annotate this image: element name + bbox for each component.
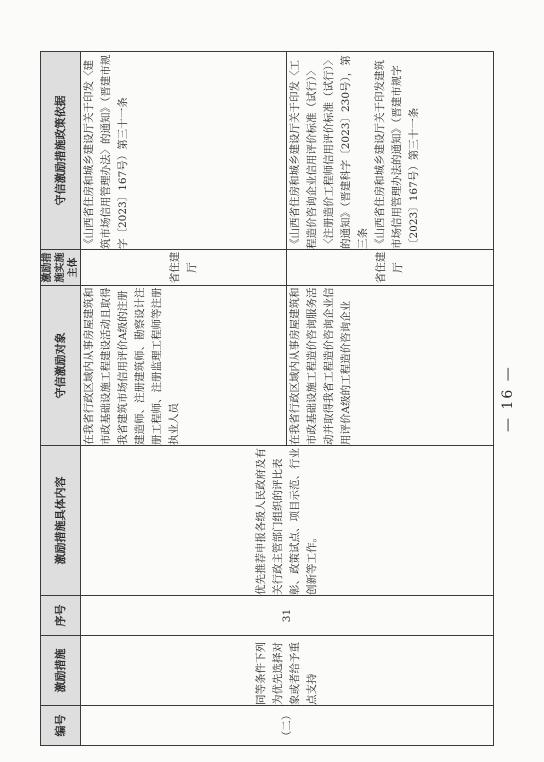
page-number: — 16 — xyxy=(500,365,516,432)
group-index: （二） xyxy=(81,706,494,746)
row-content: 优先推荐申报各级人民政府及有关行政主管部门组织的评比表彰、政策试点、项目示范、行业创新等工作。 xyxy=(81,446,494,596)
subject-cell: 省住建厅 xyxy=(287,250,494,286)
header-subject: 激励措施实施主体 xyxy=(41,250,81,286)
header-serial: 序号 xyxy=(41,596,81,636)
subject-cell: 省住建厅 xyxy=(81,250,287,286)
header-index: 编号 xyxy=(41,706,81,746)
header-basis: 守信激励措施政策依据 xyxy=(41,52,81,250)
basis-cell xyxy=(287,52,494,250)
header-row xyxy=(41,52,81,746)
header-target: 守信激励对象 xyxy=(41,286,81,446)
table-row xyxy=(81,52,287,746)
basis-cell xyxy=(81,52,287,250)
header-content: 激励措施具体内容 xyxy=(41,446,81,596)
basis-paragraph: 《山西省住房和城乡建设厅关于印发建筑市场信用管理办法的通知》（晋建市规字〔2023〕167号）第三十一条 xyxy=(374,60,420,249)
target-cell: 在我省行政区域内从事房屋建筑和市政基础设施工程造价咨询服务活动并取得我省工程造价咨询企业信用评价A级的工程造价咨询企业 xyxy=(287,286,494,446)
row-serial: 31 xyxy=(81,596,494,636)
incentive-table xyxy=(40,51,494,746)
basis-paragraph: 《山西省住房和城乡建设厅关于印发〈工程造价咨询企业信用评价标准（试行）〉〈注册造价工程师信用评价标准（试行）〉的通知》（晋建科字〔2023〕230号），第三条 xyxy=(289,54,369,249)
basis-paragraph: 《山西省住房和城乡建设厅关于印发〈建筑市场信用管理办法〉的通知》（晋建市规字〔2023〕167号）第三十一条 xyxy=(83,54,129,249)
target-cell: 在我省行政区域内从事房屋建筑和市政基础设施工程建设活动且取得我省建筑市场信用评价A级的注册建造师、注册建筑师、勘察设计注册工程师、注册监理工程师等注册执业人员 xyxy=(81,286,287,446)
header-measure: 激励措施 xyxy=(41,636,81,706)
group-measure: 同等条件下列为优先选择对象或者给予重点支持 xyxy=(81,636,494,706)
